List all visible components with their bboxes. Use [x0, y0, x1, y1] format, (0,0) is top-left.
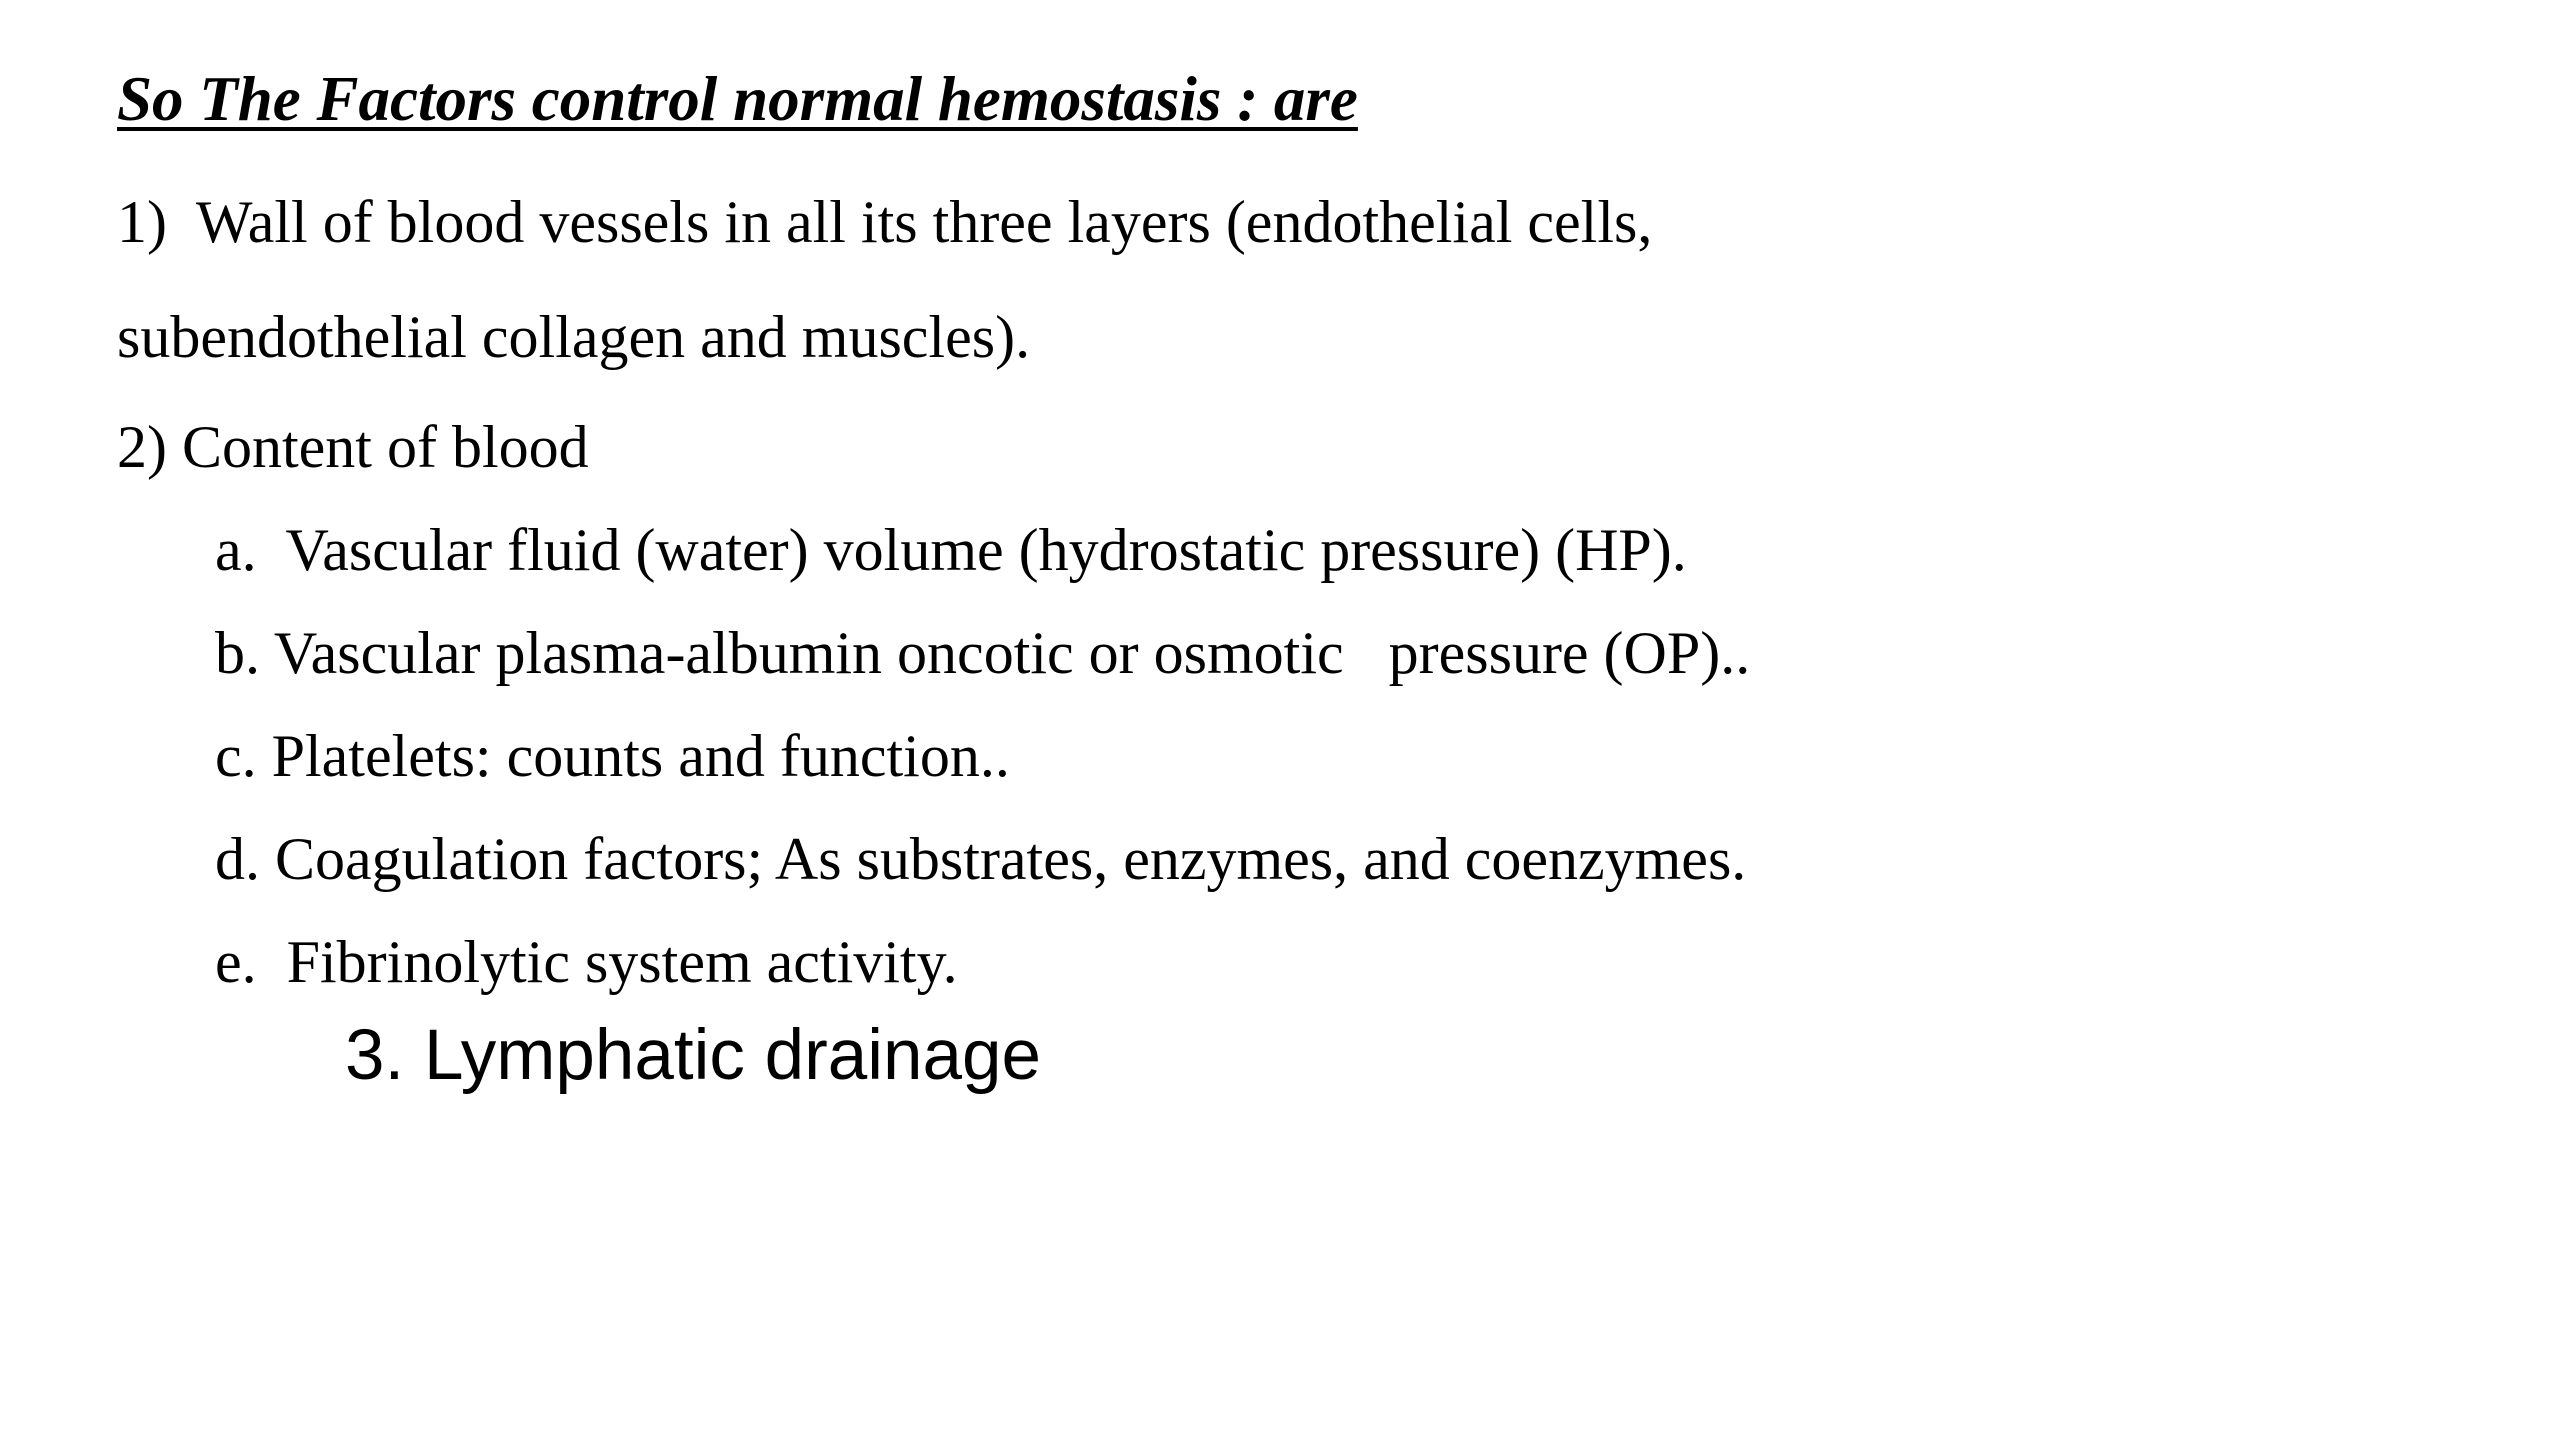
subitem-b: b. Vascular plasma-albumin oncotic or osmotic pressure (OP).. [215, 620, 1751, 686]
slide-heading: So The Factors control normal hemostasis : are [117, 64, 1358, 134]
subitem-d: d. Coagulation factors; As substrates, enzymes, and coenzymes. [215, 826, 1747, 892]
item-2-label: 2) Content of blood [117, 414, 589, 480]
item-1-line-2: subendothelial collagen and muscles). [117, 304, 1031, 370]
subitem-a: a. Vascular fluid (water) volume (hydrostatic pressure) (HP). [215, 517, 1687, 583]
item-1-line-1: 1) Wall of blood vessels in all its three layers (endothelial cells, [117, 189, 1653, 255]
item-3-label: 3. Lymphatic drainage [345, 1016, 1041, 1095]
subitem-e: e. Fibrinolytic system activity. [215, 929, 958, 995]
subitem-c: c. Platelets: counts and function.. [215, 723, 1010, 789]
